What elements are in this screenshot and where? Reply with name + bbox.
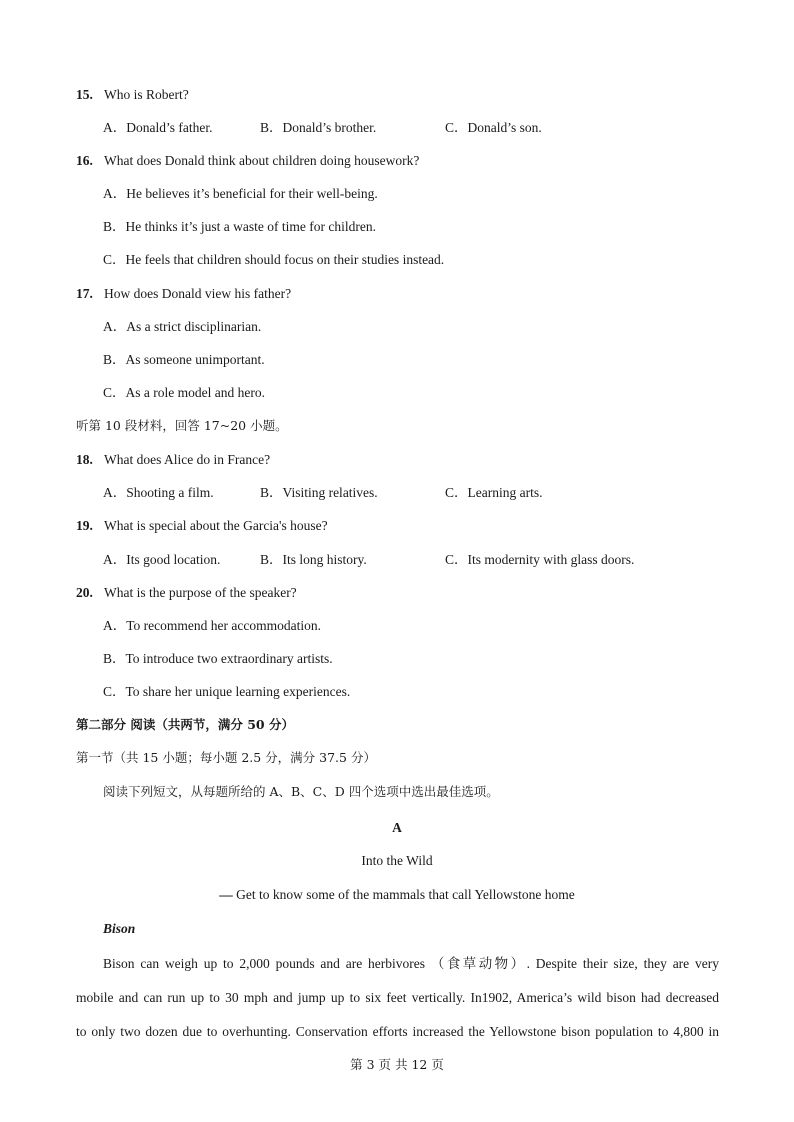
question-text: What does Alice do in France? bbox=[104, 452, 271, 467]
question-number: 16. bbox=[76, 153, 93, 168]
subtitle-text: Get to know some of the mammals that call Yellowstone home bbox=[232, 887, 575, 902]
question-text: What does Donald think about children doing housework? bbox=[104, 153, 420, 168]
option-b: B．Visiting relatives. bbox=[260, 485, 378, 500]
passage-letter: A bbox=[392, 820, 402, 835]
part-two-title: 第二部分 阅读（共两节，满分 50 分） bbox=[76, 717, 294, 732]
question-text: What is special about the Garcia's house? bbox=[104, 518, 328, 533]
question-number: 19. bbox=[76, 518, 93, 533]
option-c: C．To share her unique learning experiences. bbox=[103, 684, 351, 699]
option-a: A．He believes it’s beneficial for their well-being. bbox=[103, 186, 378, 201]
question-number: 18. bbox=[76, 452, 93, 467]
question-number: 15. bbox=[76, 87, 93, 102]
paragraph-line-3: to only two dozen due to overhunting. Conservation efforts increased the Yellowstone bison population to 4,800 in bbox=[76, 1024, 719, 1039]
page-footer: 第 3 页 共 12 页 bbox=[350, 1057, 444, 1072]
option-a: A．Donald’s father. bbox=[103, 120, 213, 135]
question-16 bbox=[76, 152, 419, 170]
question-17 bbox=[76, 285, 291, 303]
option-b: B．Donald’s brother. bbox=[260, 120, 377, 135]
passage-subtitle bbox=[0, 886, 794, 904]
option-b: B．Its long history. bbox=[260, 552, 367, 567]
question-text: How does Donald view his father? bbox=[104, 286, 292, 301]
option-a: A．To recommend her accommodation. bbox=[103, 618, 321, 633]
option-a: A．As a strict disciplinarian. bbox=[103, 319, 262, 334]
option-b: B．To introduce two extraordinary artists. bbox=[103, 651, 333, 666]
option-b: B．As someone unimportant. bbox=[103, 352, 265, 367]
option-c: C．Donald’s son. bbox=[445, 120, 542, 135]
subtitle-dash: — bbox=[219, 887, 233, 902]
option-b: B．He thinks it’s just a waste of time for children. bbox=[103, 219, 376, 234]
reading-instruction: 阅读下列短文，从每题所给的 A、B、C、D 四个选项中选出最佳选项。 bbox=[103, 784, 499, 799]
question-20 bbox=[76, 584, 297, 602]
option-a: A．Shooting a film. bbox=[103, 485, 214, 500]
option-c: C．As a role model and hero. bbox=[103, 385, 265, 400]
question-text: Who is Robert? bbox=[104, 87, 189, 102]
section-one-title: 第一节（共 15 小题；每小题 2.5 分，满分 37.5 分） bbox=[76, 750, 376, 765]
option-c: C．He feels that children should focus on their studies instead. bbox=[103, 252, 445, 267]
passage-title: Into the Wild bbox=[361, 853, 433, 868]
question-number: 20. bbox=[76, 585, 93, 600]
question-18 bbox=[76, 451, 270, 469]
section-heading-bison: Bison bbox=[103, 921, 136, 936]
question-19 bbox=[76, 517, 328, 535]
option-c: C．Its modernity with glass doors. bbox=[445, 552, 635, 567]
paragraph-line-2: mobile and can run up to 30 mph and jump up to six feet vertically. In1902, America’s wild bison had decreased bbox=[76, 990, 719, 1005]
question-15 bbox=[76, 86, 189, 104]
question-number: 17. bbox=[76, 286, 93, 301]
option-c: C．Learning arts. bbox=[445, 485, 543, 500]
listening-instruction: 听第 10 段材料，回答 17~20 小题。 bbox=[76, 418, 288, 433]
question-text: What is the purpose of the speaker? bbox=[104, 585, 297, 600]
paragraph-line-1: Bison can weigh up to 2,000 pounds and are herbivores （食草动物）. Despite their size, they are very bbox=[103, 956, 719, 971]
option-a: A．Its good location. bbox=[103, 552, 221, 567]
